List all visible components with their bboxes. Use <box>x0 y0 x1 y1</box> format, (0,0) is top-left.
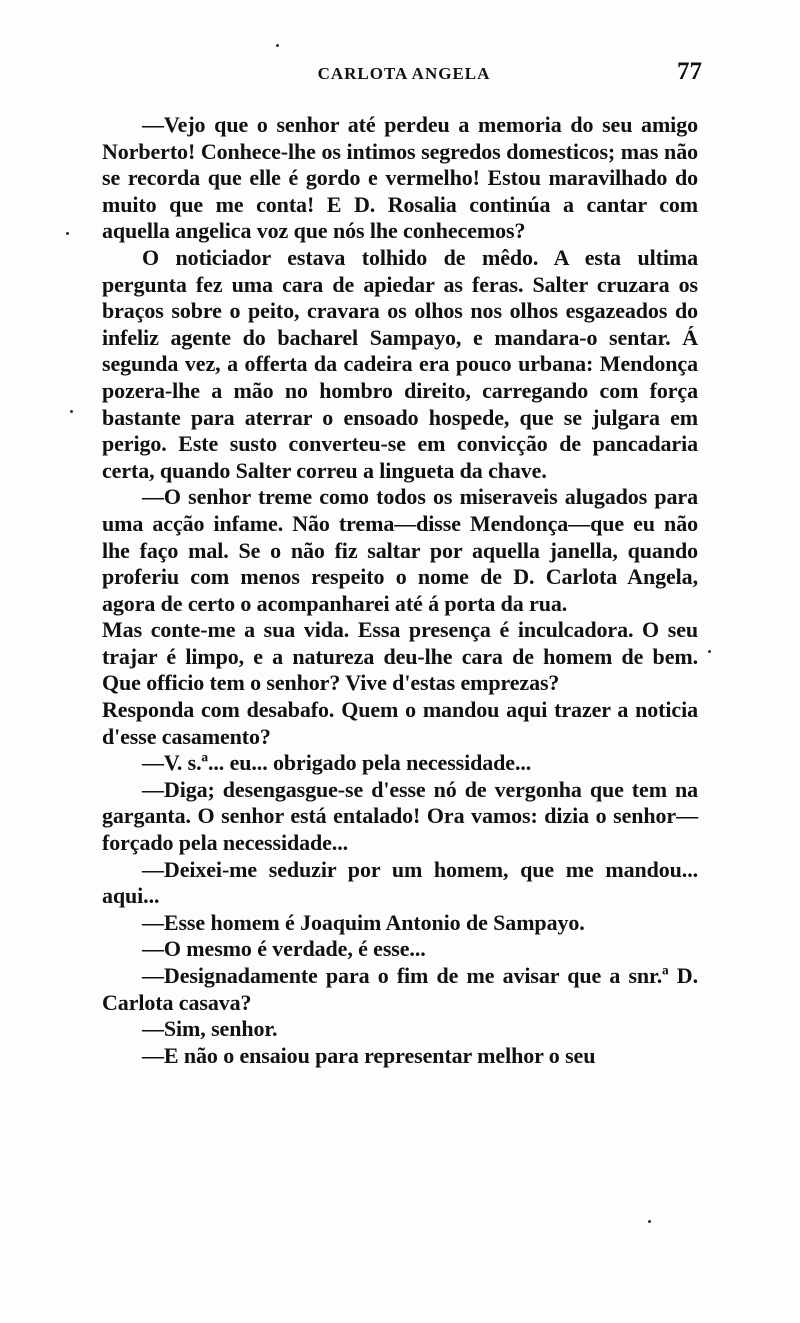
print-speck <box>648 1220 651 1223</box>
paragraph: Mas conte-me a sua vida. Essa presença é inculcadora. O seu trajar é limpo, e a natureza deu-lhe cara de homem de bem. Que officio tem o senhor? Vive d'estas emprezas? <box>102 617 698 696</box>
print-speck <box>70 410 73 413</box>
header-title: CARLOTA ANGELA <box>317 64 491 83</box>
paragraph: —O mesmo é verdade, é esse... <box>142 936 426 962</box>
paragraph: —Vejo que o senhor até perdeu a memoria do seu amigo Norberto! Conhece-lhe os intimos segredos domesticos; mas não se recorda que elle é gordo e vermelho! Estou maravilhado do muito que me conta! E D. Rosalia continúa a cantar com aquella angelica voz que nós lhe conhecemos? <box>102 112 698 244</box>
paragraph: —O senhor treme como todos os miseraveis alugados para uma acção infame. Não trema—disse Mendonça—que eu não lhe faço mal. Se o não fiz saltar por aquella janella, quando proferiu com menos respeito o nome de D. Carlota Angela, agora de certo o acompanharei até á porta da rua. <box>102 484 698 616</box>
page-number: 77 <box>677 58 702 85</box>
body-text <box>102 112 698 1069</box>
paragraph: —V. s.ª... eu... obrigado pela necessidade... <box>142 750 532 776</box>
paragraph: —E não o ensaiou para representar melhor o seu <box>142 1042 596 1068</box>
paragraph: O noticiador estava tolhido de mêdo. A esta ultima pergunta fez uma cara de apiedar as feras. Salter cruzara os braços sobre o peito, cravara os olhos nos olhos esgazeados do infeliz agente do bacharel Sampayo, e mandara-o sentar. Á segunda vez, a offerta da cadeira era pouco urbana: Mendonça pozera-lhe a mão no hombro direito, carregando com força bastante para aterrar o ensoado hospede, que se julgara em perigo. Este susto converteu-se em convicção de pancadaria certa, quando Salter correu a lingueta da chave. <box>102 244 698 483</box>
running-head <box>100 58 708 92</box>
paragraph: —Esse homem é Joaquim Antonio de Sampayo. <box>142 909 585 935</box>
print-speck <box>66 232 69 235</box>
print-speck <box>708 650 711 653</box>
paragraph: Responda com desabafo. Quem o mandou aqui trazer a noticia d'esse casamento? <box>102 697 698 749</box>
paragraph: —Designadamente para o fim de me avisar que a snr.ª D. Carlota casava? <box>102 963 698 1015</box>
paragraph: —Diga; desengasgue-se d'esse nó de vergonha que tem na garganta. O senhor está entalado! Ora vamos: dizia o senhor—forçado pela necessidade... <box>102 776 698 856</box>
paragraph: —Sim, senhor. <box>142 1016 278 1042</box>
print-speck <box>276 44 279 47</box>
paragraph: —Deixei-me seduzir por um homem, que me mandou... aqui... <box>102 856 698 909</box>
